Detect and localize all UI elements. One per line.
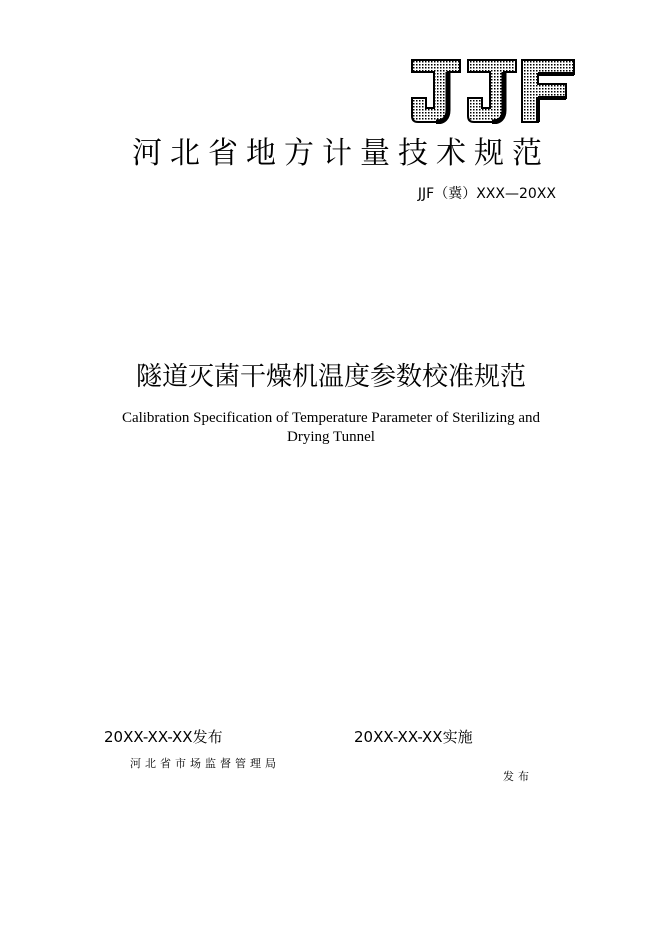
jjf-logo <box>410 58 576 124</box>
publish-label: 发布 <box>503 770 533 783</box>
logo-letter-j2 <box>468 60 516 122</box>
issuing-authority: 河北省市场监督管理局 <box>130 757 280 770</box>
standard-body-name: 河北省地方计量技术规范 <box>132 136 550 171</box>
implementation-date: 20XX-XX-XX实施 <box>354 728 473 746</box>
standard-number: JJF（冀）XXX—20XX <box>417 186 556 202</box>
document-title-chinese: 隧道灭菌干燥机温度参数校准规范 <box>135 362 526 392</box>
logo-letter-f <box>522 60 574 122</box>
issue-date: 20XX-XX-XX发布 <box>104 728 223 746</box>
document-title-english: Calibration Specification of Temperature Parameter of Sterilizing and Drying Tunnel <box>121 410 541 445</box>
logo-letter-j1 <box>412 60 460 122</box>
